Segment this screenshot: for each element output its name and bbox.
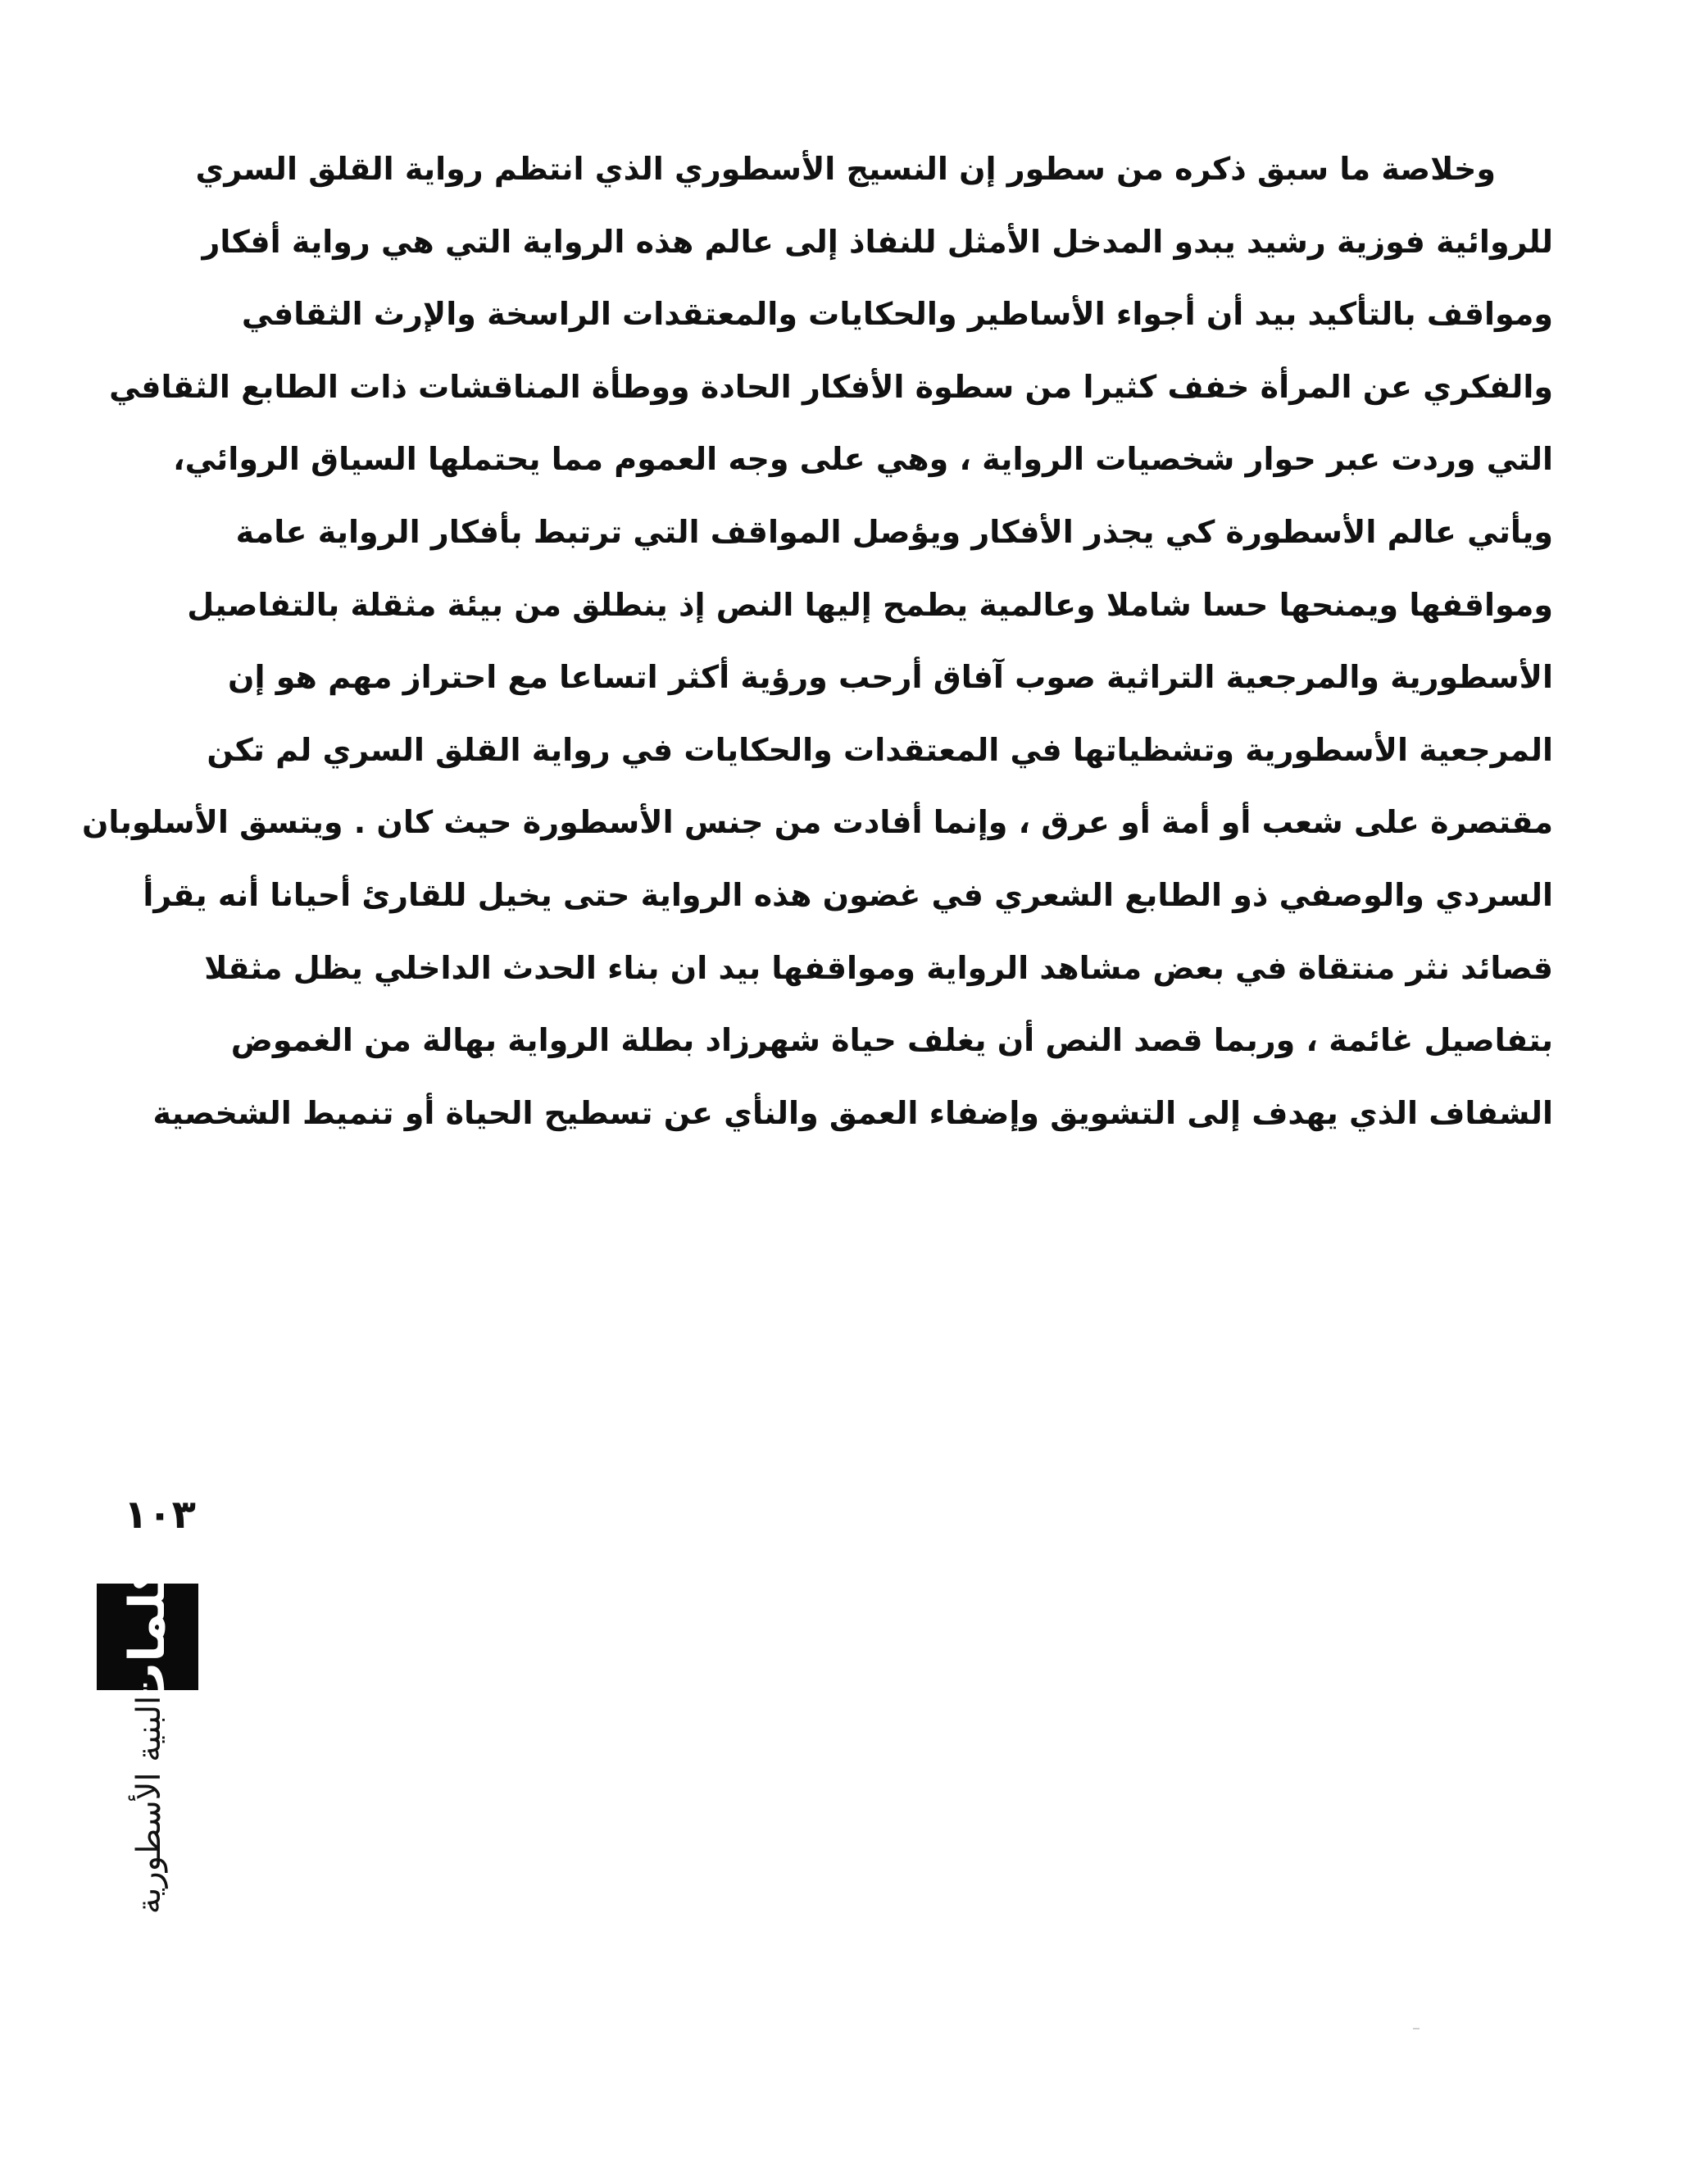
page-number: ١٠٣ bbox=[124, 1492, 196, 1538]
text-line: ومواقف بالتأكيد بيد أن أجواء الأساطير والحكايات والمعتقدات الراسخة والإرث الثقافي bbox=[241, 296, 1553, 333]
running-title bbox=[125, 1695, 174, 1915]
text-line: المرجعية الأسطورية وتشظياتها في المعتقدات والحكايات في رواية القلق السري لم تكن bbox=[207, 731, 1553, 768]
text-line: قصائد نثر منتقاة في بعض مشاهد الرواية ومواقفها بيد ان بناء الحدث الداخلي يظل مثقلا bbox=[204, 949, 1553, 986]
text-line: التي وردت عبر حوار شخصيات الرواية ، وهي على وجه العموم مما يحتملها السياق الروائي، bbox=[173, 441, 1553, 478]
magazine-name: كلمات bbox=[119, 1561, 176, 1712]
text-line: الأسطورية والمرجعية التراثية صوب آفاق أرحب ورؤية أكثر اتساعا مع احتراز مهم هو إن bbox=[228, 659, 1553, 696]
body-text bbox=[81, 133, 1553, 1149]
text-line: بتفاصيل غائمة ، وربما قصد النص أن يغلف حياة شهرزاد بطلة الرواية بهالة من الغموض bbox=[230, 1022, 1553, 1059]
text-line: مقتصرة على شعب أو أمة أو عرق ، وإنما أفادت من جنس الأسطورة حيث كان . ويتسق الأسلوبان bbox=[81, 804, 1553, 841]
text-line: وخلاصة ما سبق ذكره من سطور إن النسيج الأسطوري الذي انتظم رواية القلق السري bbox=[195, 151, 1496, 187]
text-line: ومواقفها ويمنحها حسا شاملا وعالمية يطمح إليها النص إذ ينطلق من بيئة مثقلة بالتفاصيل bbox=[187, 586, 1553, 623]
text-line: ويأتي عالم الأسطورة كي يجذر الأفكار ويؤصل المواقف التي ترتبط بأفكار الرواية عامة bbox=[235, 513, 1553, 550]
text-line: الشفاف الذي يهدف إلى التشويق وإضفاء العمق والنأي عن تسطيح الحياة أو تنميط الشخصية bbox=[152, 1094, 1553, 1131]
running-title-text: البنية الأسطورية bbox=[130, 1695, 168, 1915]
text-line: السردي والوصفي ذو الطابع الشعري في غضون هذه الرواية حتى يخيل للقارئ أحيانا أنه يقرأ bbox=[143, 876, 1553, 913]
text-line: للروائية فوزية رشيد يبدو المدخل الأمثل للنفاذ إلى عالم هذه الرواية التي هي رواية أفكار bbox=[202, 223, 1553, 260]
text-line: والفكري عن المرأة خفف كثيرا من سطوة الأفكار الحادة ووطأة المناقشات ذات الطابع الثقافي bbox=[109, 368, 1553, 405]
scan-speck bbox=[1413, 2028, 1420, 2029]
magazine-logo bbox=[97, 1561, 198, 1712]
